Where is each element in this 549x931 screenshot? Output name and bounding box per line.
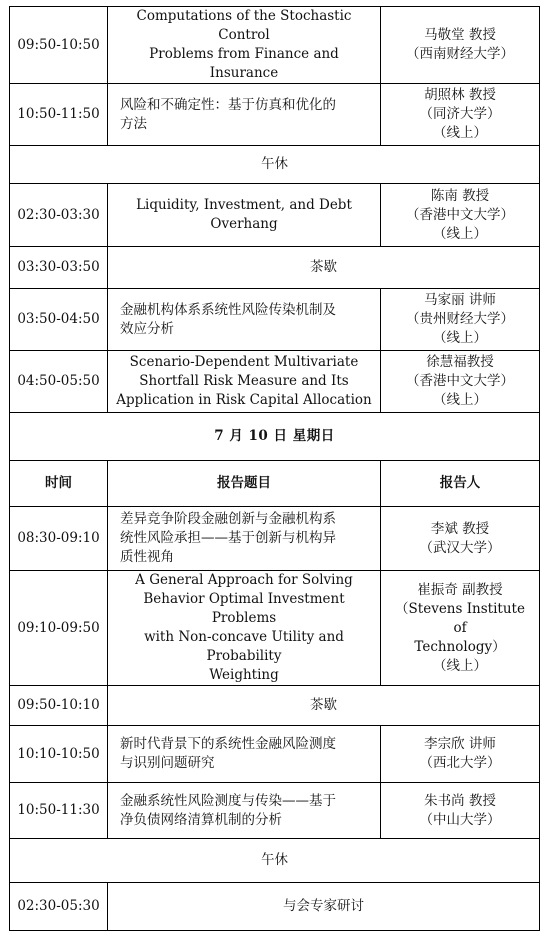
time-cell: 09:10-09:50 xyxy=(10,571,108,686)
topic-line: 质性视角 xyxy=(120,549,174,565)
topic-line: Application in Risk Capital Allocation xyxy=(116,392,372,408)
time-cell: 04:50-05:50 xyxy=(10,351,108,413)
speaker-line: （西南财经大学） xyxy=(406,46,514,62)
session-row xyxy=(10,783,540,839)
speaker-line: （香港中文大学） xyxy=(406,206,514,223)
speaker-line: （线上） xyxy=(433,225,487,242)
time-cell: 08:30-09:10 xyxy=(10,507,108,571)
topic-line: with Non-concave Utility and Probability xyxy=(144,629,344,664)
topic-cell xyxy=(108,289,381,351)
speaker-line: （香港中文大学） xyxy=(406,373,514,389)
speaker-line: 陈南 教授 xyxy=(430,187,490,204)
session-row xyxy=(10,7,540,84)
speaker-line: （贵州财经大学） xyxy=(406,311,514,327)
speaker-cell xyxy=(381,289,540,351)
time-cell: 09:50-10:50 xyxy=(10,7,108,84)
break-row xyxy=(10,247,540,289)
speaker-cell xyxy=(381,726,540,783)
topic-line: 净负债网络清算机制的分析 xyxy=(120,811,282,828)
speaker-line: 马敬堂 教授 xyxy=(424,27,496,43)
speaker-line: （线上） xyxy=(433,392,487,408)
break-row xyxy=(10,839,540,883)
time-cell: 02:30-05:30 xyxy=(10,883,108,931)
speaker-line: 朱书尚 教授 xyxy=(424,792,496,809)
discussion-row xyxy=(10,883,540,931)
session-row xyxy=(10,351,540,413)
topic-line: 统性风险承担——基于创新与机构异 xyxy=(120,530,336,546)
session-row xyxy=(10,571,540,686)
speaker-line: 李斌 教授 xyxy=(430,520,490,537)
header-topic: 报告题目 xyxy=(108,461,381,507)
time-cell: 02:30-03:30 xyxy=(10,184,108,247)
topic-cell xyxy=(108,351,381,413)
time-cell: 10:50-11:50 xyxy=(10,84,108,146)
speaker-cell xyxy=(381,184,540,247)
topic-line: 效应分析 xyxy=(120,320,174,337)
topic-line: Overhang xyxy=(210,216,278,232)
session-row xyxy=(10,289,540,351)
topic-line: 风险和不确定性：基于仿真和优化的 xyxy=(120,96,336,113)
speaker-cell xyxy=(381,571,540,686)
topic-line: 差异竞争阶段金融创新与金融机构系 xyxy=(120,511,336,527)
topic-cell xyxy=(108,507,381,571)
speaker-line: （同济大学） xyxy=(419,106,501,122)
header-speaker: 报告人 xyxy=(381,461,540,507)
topic-line: Scenario-Dependent Multivariate xyxy=(129,354,359,370)
day-row xyxy=(10,413,540,461)
tea-break-cell: 茶歇 xyxy=(108,686,540,726)
break-row xyxy=(10,686,540,726)
topic-line: 金融系统性风险测度与传染——基于 xyxy=(120,792,336,809)
time-cell: 09:50-10:10 xyxy=(10,686,108,726)
speaker-line: 胡照林 教授 xyxy=(424,87,496,103)
session-row xyxy=(10,726,540,783)
lunch-break-cell: 午休 xyxy=(10,839,540,883)
topic-line: Liquidity, Investment, and Debt xyxy=(136,197,352,213)
session-row xyxy=(10,184,540,247)
header-time: 时间 xyxy=(10,461,108,507)
lunch-break-cell: 午休 xyxy=(10,146,540,184)
speaker-line: （线上） xyxy=(433,125,487,141)
topic-cell xyxy=(108,571,381,686)
topic-line: Computations of the Stochastic Control xyxy=(136,8,352,43)
speaker-line: （武汉大学） xyxy=(419,539,501,556)
schedule-table xyxy=(9,6,540,931)
header-row xyxy=(10,461,540,507)
session-row xyxy=(10,84,540,146)
topic-line: Weighting xyxy=(209,667,279,683)
speaker-line: 崔振奇 副教授 xyxy=(417,581,503,598)
speaker-cell xyxy=(381,84,540,146)
topic-cell xyxy=(108,184,381,247)
speaker-line: （西北大学） xyxy=(419,755,501,771)
speaker-line: 马家丽 讲师 xyxy=(424,292,496,308)
time-cell: 10:50-11:30 xyxy=(10,783,108,839)
time-cell: 03:30-03:50 xyxy=(10,247,108,289)
break-row xyxy=(10,146,540,184)
topic-line: 新时代背景下的系统性金融风险测度 xyxy=(120,736,336,752)
topic-line: Problems from Finance and Insurance xyxy=(149,46,339,81)
topic-line: A General Approach for Solving xyxy=(135,572,353,588)
topic-line: 与识别问题研究 xyxy=(120,755,215,771)
session-row xyxy=(10,507,540,571)
topic-line: Behavior Optimal Investment Problems xyxy=(143,591,345,626)
topic-line: 方法 xyxy=(120,115,147,132)
topic-cell xyxy=(108,726,381,783)
topic-line: 金融机构体系系统性风险传染机制及 xyxy=(120,301,336,318)
speaker-line: （线上） xyxy=(433,657,487,674)
topic-line: Shortfall Risk Measure and Its xyxy=(139,373,349,389)
time-cell: 10:10-10:50 xyxy=(10,726,108,783)
speaker-cell xyxy=(381,7,540,84)
topic-cell xyxy=(108,7,381,84)
speaker-line: 李宗欣 讲师 xyxy=(424,736,496,752)
tea-break-cell: 茶歇 xyxy=(108,247,540,289)
speaker-cell xyxy=(381,783,540,839)
topic-cell xyxy=(108,783,381,839)
speaker-line: （线上） xyxy=(433,330,487,346)
speaker-line: 徐慧福教授 xyxy=(426,354,494,370)
speaker-cell xyxy=(381,351,540,413)
speaker-line: （中山大学） xyxy=(419,811,501,828)
topic-cell xyxy=(108,84,381,146)
speaker-line: （Stevens Institute of xyxy=(395,600,525,636)
schedule-sheet xyxy=(9,6,540,931)
day-heading: 7 月 10 日 星期日 xyxy=(10,413,540,461)
speaker-line: Technology） xyxy=(414,638,506,655)
speaker-cell xyxy=(381,507,540,571)
discussion-cell: 与会专家研讨 xyxy=(108,883,540,931)
time-cell: 03:50-04:50 xyxy=(10,289,108,351)
